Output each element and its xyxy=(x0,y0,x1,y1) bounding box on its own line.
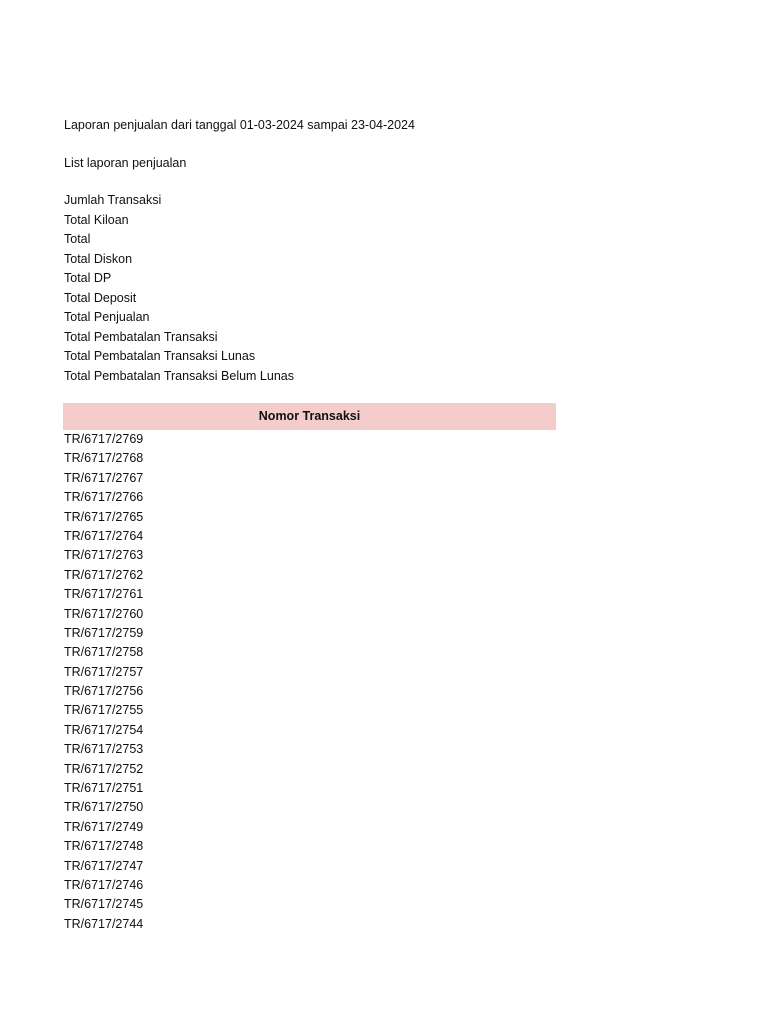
table-row: TR/6717/2757 xyxy=(64,664,144,679)
table-row: TR/6717/2768 xyxy=(64,451,144,466)
summary-label-total-penjualan: Total Penjualan xyxy=(64,310,150,324)
summary-label-total-pembatalan-lunas: Total Pembatalan Transaksi Lunas xyxy=(64,349,256,363)
table-row: TR/6717/2759 xyxy=(64,625,144,640)
table-row: TR/6717/2754 xyxy=(64,722,144,737)
report-subtitle: List laporan penjualan xyxy=(64,156,187,170)
table-row: TR/6717/2762 xyxy=(64,567,144,582)
table-row: TR/6717/2749 xyxy=(64,819,144,834)
table-row: TR/6717/2756 xyxy=(64,684,144,699)
table-row: TR/6717/2767 xyxy=(64,470,144,485)
summary-label-total-deposit: Total Deposit xyxy=(64,290,137,305)
table-row: TR/6717/2765 xyxy=(64,509,144,524)
summary-list xyxy=(64,191,556,386)
table-row: TR/6717/2753 xyxy=(64,742,144,757)
summary-label-total-pembatalan-belum-lunas: Total Pembatalan Transaksi Belum Lunas xyxy=(64,368,294,383)
table-row: TR/6717/2764 xyxy=(64,528,144,543)
table-row: TR/6717/2769 xyxy=(64,432,144,446)
report-sheet xyxy=(64,115,556,934)
summary-label-total-dp: Total DP xyxy=(64,271,112,285)
report-title: Laporan penjualan dari tanggal 01-03-2024 sampai 23-04-2024 xyxy=(64,118,415,132)
table-row: TR/6717/2750 xyxy=(64,800,144,815)
table-row: TR/6717/2760 xyxy=(64,606,144,621)
summary-label-total-pembatalan: Total Pembatalan Transaksi xyxy=(64,329,218,344)
table-row: TR/6717/2761 xyxy=(64,587,144,602)
table-row: TR/6717/2745 xyxy=(64,897,144,912)
table-row: TR/6717/2752 xyxy=(64,761,144,776)
summary-label-jumlah-transaksi: Jumlah Transaksi xyxy=(64,193,162,207)
table-row: TR/6717/2758 xyxy=(64,645,144,660)
table-row: TR/6717/2766 xyxy=(64,490,144,505)
summary-label-total: Total xyxy=(64,232,91,246)
table-row: TR/6717/2755 xyxy=(64,703,144,718)
table-header-nomor-transaksi: Nomor Transaksi xyxy=(63,403,556,430)
transaction-list xyxy=(64,430,556,934)
table-row: TR/6717/2763 xyxy=(64,548,144,563)
spacer xyxy=(64,173,556,191)
summary-label-total-kiloan: Total Kiloan xyxy=(64,212,129,227)
table-row: TR/6717/2751 xyxy=(64,781,144,796)
table-row: TR/6717/2748 xyxy=(64,839,144,854)
summary-label-total-diskon: Total Diskon xyxy=(64,251,133,266)
spacer xyxy=(64,135,556,153)
table-row: TR/6717/2746 xyxy=(64,877,144,892)
table-row: TR/6717/2747 xyxy=(64,858,144,873)
table-row: TR/6717/2744 xyxy=(64,916,144,931)
